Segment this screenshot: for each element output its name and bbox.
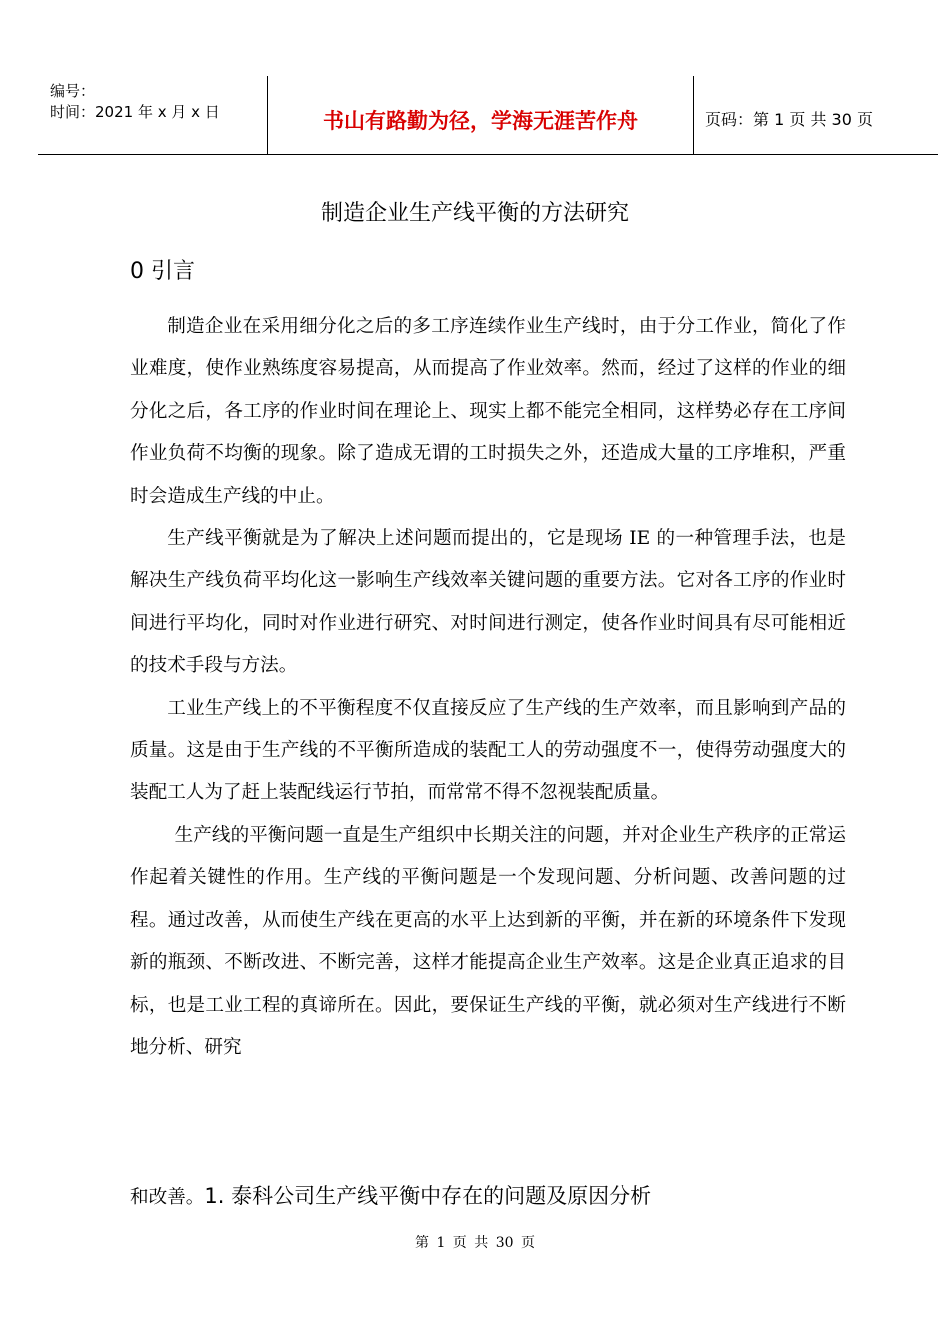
document-body [130,306,846,1069]
header-meta-cell [38,76,267,154]
last-line [130,1180,651,1210]
paragraph: 生产线平衡就是为了解决上述问题而提出的，它是现场 IE 的一种管理手法，也是解决生产线负荷平均化这一影响生产线效率关键问题的重要方法。它对各工序的作业时间进行平均化，同时对作业进行研究、对时间进行测定，使各作业时间具有尽可能相近的技术手段与方法。 [130,528,846,677]
section-heading-intro: 0 引言 [130,259,195,284]
document-header [38,76,938,155]
header-motto-cell [267,76,694,154]
section-heading-1: 1. 泰科公司生产线平衡中存在的问题及原因分析 [204,1184,652,1208]
paragraph-tail: 和改善。 [130,1187,205,1208]
header-page-cell [693,76,938,154]
paragraph: 工业生产线上的不平衡程度不仅直接反应了生产线的生产效率，而且影响到产品的质量。这是由于生产线的不平衡所造成的装配工人的劳动强度不一，使得劳动强度大的装配工人为了赶上装配线运行节拍，而常常不得不忽视装配质量。 [130,697,846,804]
page-code: 页码：第 1 页 共 30 页 [705,110,873,129]
motto-text: 书山有路勤为径，学海无涯苦作舟 [323,109,638,133]
paragraph: 生产线的平衡问题一直是生产组织中长期关注的问题，并对企业生产秩序的正常运作起着关键性的作用。生产线的平衡问题是一个发现问题、分析问题、改善问题的过程。通过改善，从而使生产线在更高的水平上达到新的平衡，并在新的环境条件下发现新的瓶颈、不断改进、不断完善，这样才能提高企业生产效率。这是企业真正追求的目标，也是工业工程的真谛所在。因此，要保证生产线的平衡，就必须对生产线进行不断地分析、研究 [130,824,846,1058]
document-title: 制造企业生产线平衡的方法研究 [320,201,629,226]
page-footer: 第 1 页 共 30 页 [415,1235,535,1251]
date-label: 时间：2021 年 x 月 x 日 [50,103,220,121]
paragraph: 制造企业在采用细分化之后的多工序连续作业生产线时，由于分工作业，简化了作业难度，使作业熟练度容易提高，从而提高了作业效率。然而，经过了这样的作业的细分化之后，各工序的作业时间在理论上、现实上都不能完全相同，这样势必存在工序间作业负荷不均衡的现象。除了造成无谓的工时损失之外，还造成大量的工序堆积，严重时会造成生产线的中止。 [130,316,846,507]
number-label: 编号： [50,82,96,100]
